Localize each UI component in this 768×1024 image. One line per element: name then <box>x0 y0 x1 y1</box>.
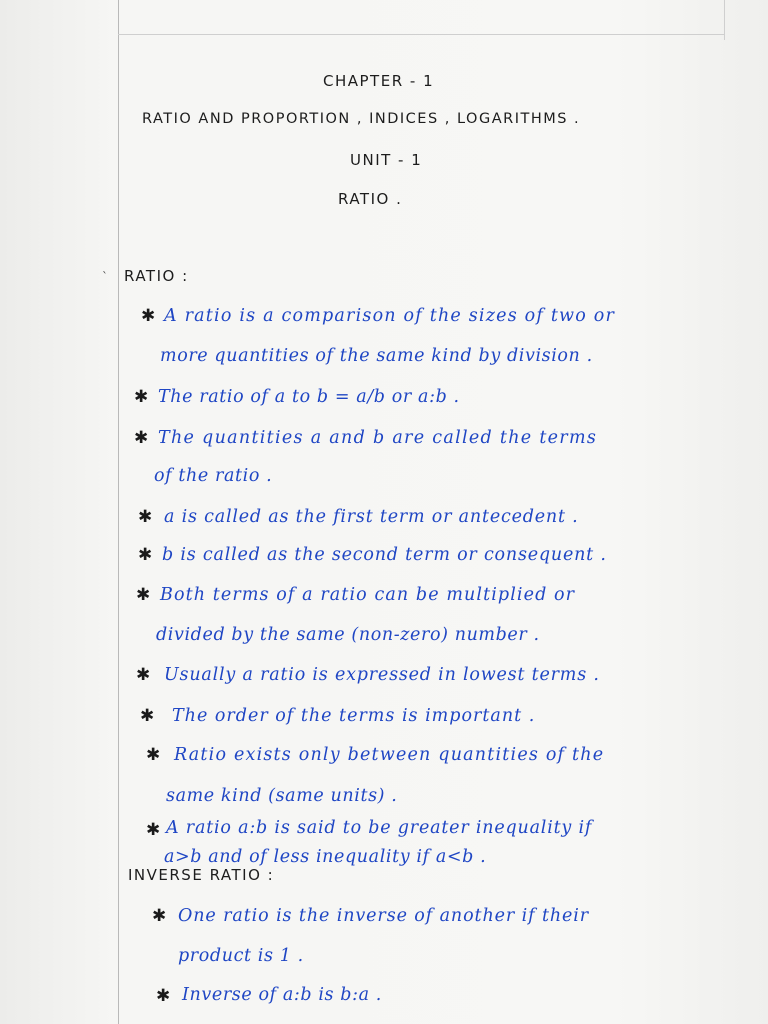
bullet-marker: ✱ <box>152 906 167 926</box>
chapter-title: RATIO AND PROPORTION , INDICES , LOGARITHMS . <box>142 111 581 127</box>
margin-line <box>118 0 119 1024</box>
bullet-marker: ✱ <box>141 306 156 326</box>
note-line: Usually a ratio is expressed in lowest terms . <box>164 665 600 685</box>
note-line: a>b and of less inequality if a<b . <box>164 847 487 867</box>
bullet-marker: ✱ <box>138 507 153 527</box>
right-rule <box>724 0 725 40</box>
note-line: product is 1 . <box>178 946 304 966</box>
bullet-marker: ✱ <box>138 545 153 565</box>
margin-tick-mark: ` <box>102 270 108 284</box>
note-line: b is called as the second term or consequent . <box>162 545 607 565</box>
note-line: Ratio exists only between quantities of the <box>174 745 605 765</box>
bullet-marker: ✱ <box>140 706 155 726</box>
note-line: of the ratio . <box>154 466 273 486</box>
bullet-marker: ✱ <box>146 745 161 765</box>
note-line: more quantities of the same kind by division . <box>160 346 593 366</box>
note-line: One ratio is the inverse of another if their <box>178 906 590 926</box>
note-line: a is called as the first term or antecedent . <box>164 507 579 527</box>
unit-title: RATIO . <box>338 190 403 208</box>
top-rule <box>118 34 724 35</box>
unit-heading: UNIT - 1 <box>350 151 423 169</box>
note-line: Inverse of a:b is b:a . <box>182 985 382 1005</box>
note-line: same kind (same units) . <box>166 786 398 806</box>
bullet-marker: ✱ <box>156 986 171 1006</box>
note-line: divided by the same (non-zero) number . <box>156 625 540 645</box>
bullet-marker: ✱ <box>134 387 149 407</box>
note-line: Both terms of a ratio can be multiplied or <box>160 585 576 605</box>
section-heading-inverse-ratio: INVERSE RATIO : <box>128 866 275 884</box>
note-line: The order of the terms is important . <box>172 706 536 726</box>
note-line: The quantities a and b are called the terms <box>158 428 598 448</box>
chapter-heading: CHAPTER - 1 <box>323 72 435 90</box>
bullet-marker: ✱ <box>136 585 151 605</box>
bullet-marker: ✱ <box>134 428 149 448</box>
bullet-marker: ✱ <box>146 820 161 840</box>
note-line: A ratio a:b is said to be greater inequality if <box>166 818 593 838</box>
note-line: A ratio is a comparison of the sizes of two or <box>164 306 616 326</box>
note-line: The ratio of a to b = a/b or a:b . <box>158 387 460 407</box>
section-heading-ratio: RATIO : <box>124 267 189 285</box>
bullet-marker: ✱ <box>136 665 151 685</box>
